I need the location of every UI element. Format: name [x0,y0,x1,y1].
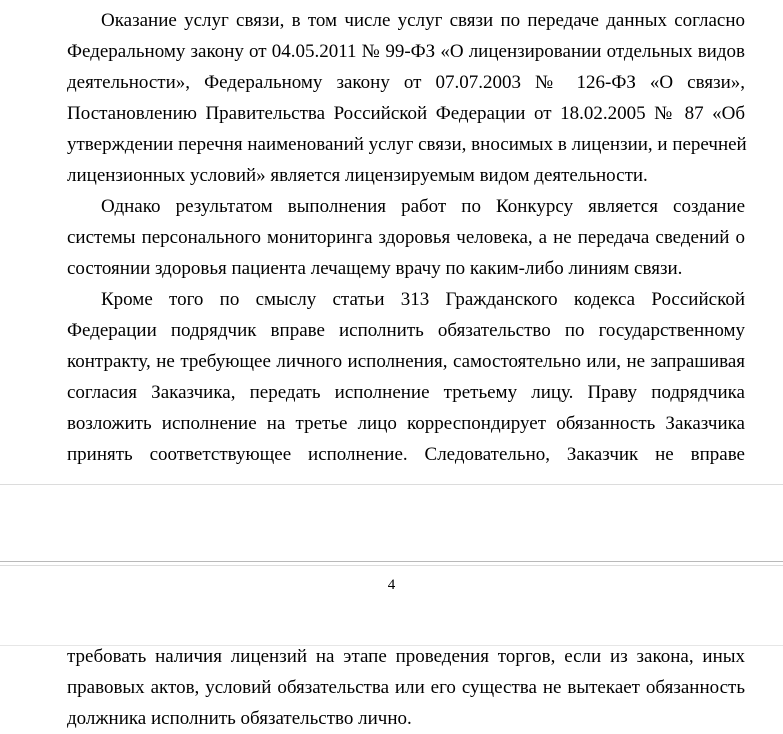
text-line: Федерации подрядчик вправе исполнить обязательство по государственному [67,320,745,341]
paragraph-contest-result [67,191,745,284]
text-line: правовых актов, условий обязательства или его существа не вытекает обязанность [67,677,745,698]
text-line: требовать наличия лицензий на этапе проведения торгов, если из закона, иных [67,646,745,667]
text-line: Кроме того по смыслу статьи 313 Гражданского кодекса Российской [101,289,745,310]
document-text-page-3 [67,5,745,470]
text-line: принять соответствующее исполнение. Следовательно, Заказчик не вправе [67,444,745,465]
text-line: контракту, не требующее личного исполнения, самостоятельно или, не запрашивая [67,351,745,372]
text-line: лицензионных условий» является лицензируемым видом деятельности. [67,165,648,186]
paragraph-civil-code [67,284,745,470]
text-line: должника исполнить обязательство лично. [67,708,412,729]
page-number: 4 [387,577,396,593]
text-line: Постановлению Правительства Российской Федерации от 18.02.2005 № 87 «Об [67,103,745,124]
text-line: утверждении перечня наименований услуг связи, вносимых в лицензии, и перечней [67,134,747,155]
text-line: системы персонального мониторинга здоровья человека, а не передача сведений о [67,227,745,248]
text-line: Оказание услуг связи, в том числе услуг связи по передаче данных согласно [101,10,745,31]
page-separator-line [0,561,783,562]
paragraph-licensing [67,5,745,191]
text-line: состоянии здоровья пациента лечащему врачу по каким-либо линиям связи. [67,258,683,279]
text-line: Федеральному закону от 04.05.2011 № 99-ФЗ «О лицензировании отдельных видов [67,41,745,62]
page-edge-line [0,484,783,485]
text-line: возложить исполнение на третье лицо корреспондирует обязанность Заказчика [67,413,745,434]
text-line: Однако результатом выполнения работ по Конкурсу является создание [101,196,745,217]
page-edge-line [0,565,783,566]
text-line: деятельности», Федеральному закону от 07.07.2003 № 126-ФЗ «О связи», [67,72,745,93]
text-line: согласия Заказчика, передать исполнение третьему лицу. Праву подрядчика [67,382,745,403]
document-text-page-4 [67,641,745,734]
page-break-gap [0,485,783,566]
